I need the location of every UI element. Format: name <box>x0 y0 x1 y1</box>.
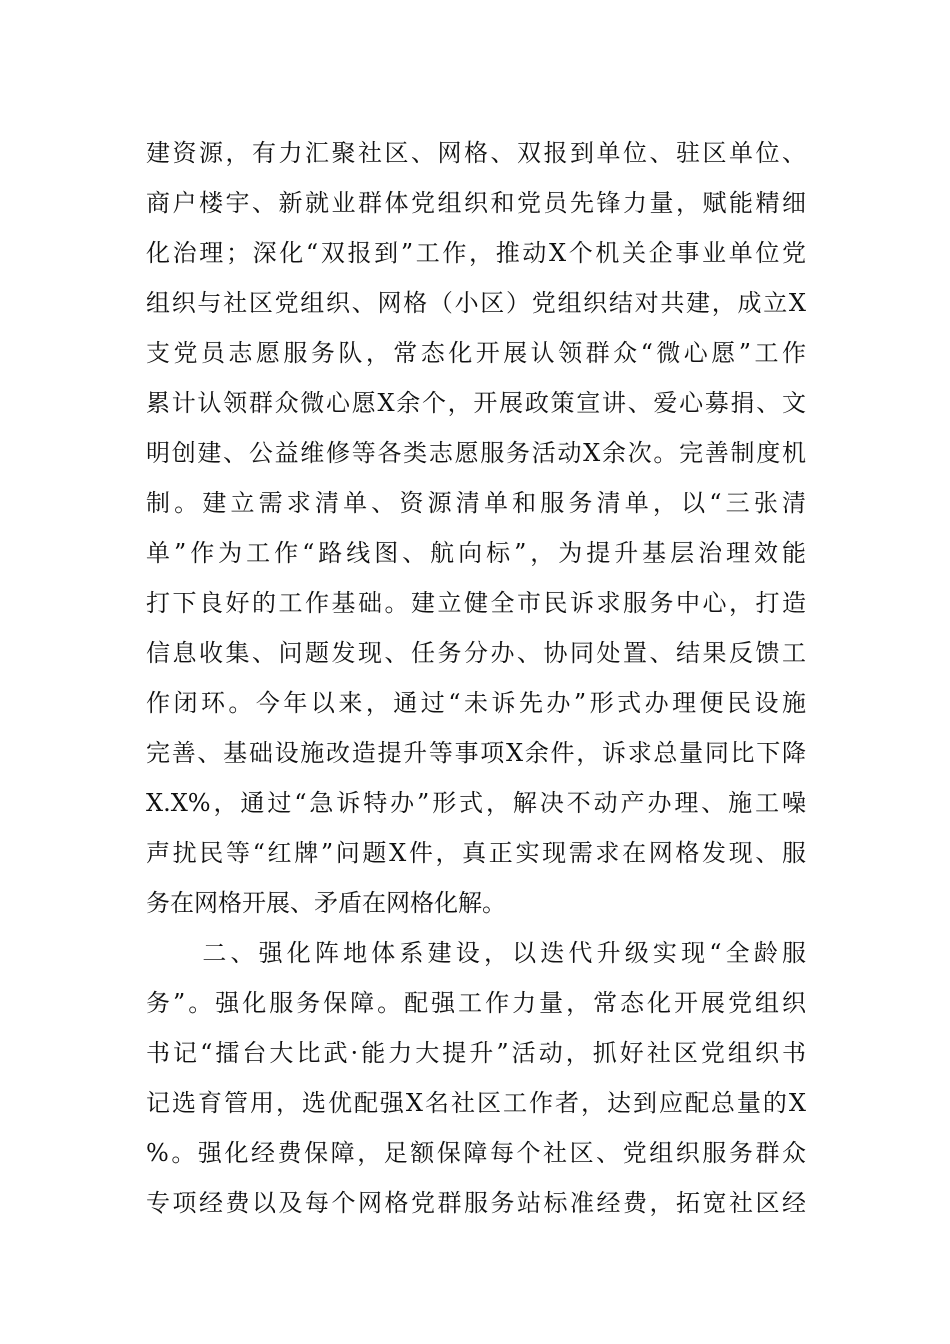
text-line: 建资源，有力汇聚社区、网格、双报到单位、驻区单位、 <box>146 139 806 167</box>
text-line: 书记“擂台大比武·能力大提升”活动，抓好社区党组织书 <box>146 1039 806 1067</box>
text-line: 明创建、公益维修等各类志愿服务活动X余次。完善制度机 <box>146 439 806 467</box>
text-line: 制。建立需求清单、资源清单和服务清单，以“三张清 <box>146 489 806 517</box>
text-line: 作闭环。今年以来，通过“未诉先办”形式办理便民设施 <box>146 689 806 717</box>
text-line: 声扰民等“红牌”问题X件，真正实现需求在网格发现、服 <box>146 839 806 867</box>
text-line: 累计认领群众微心愿X余个，开展政策宣讲、爱心募捐、文 <box>146 389 806 417</box>
document-body <box>146 128 806 1228</box>
text-line: X.X%，通过“急诉特办”形式，解决不动产办理、施工噪 <box>146 789 806 817</box>
text-line: 务”。强化服务保障。配强工作力量，常态化开展党组织 <box>146 989 806 1017</box>
text-line: 信息收集、问题发现、任务分办、协同处置、结果反馈工 <box>146 639 806 667</box>
text-line: 单”作为工作“路线图、航向标”，为提升基层治理效能 <box>146 539 806 567</box>
text-line: 记选育管用，选优配强X名社区工作者，达到应配总量的X <box>146 1089 806 1117</box>
section-heading-line: 二、强化阵地体系建设，以迭代升级实现“全龄服 <box>146 939 806 967</box>
text-line: 化治理；深化“双报到”工作，推动X个机关企事业单位党 <box>146 239 806 267</box>
text-line: 专项经费以及每个网格党群服务站标准经费，拓宽社区经 <box>146 1189 806 1217</box>
text-line: 组织与社区党组织、网格（小区）党组织结对共建，成立X <box>146 289 806 317</box>
paragraph-end-line: 务在网格开展、矛盾在网格化解。 <box>146 889 506 917</box>
text-line: 完善、基础设施改造提升等事项X余件，诉求总量同比下降 <box>146 739 806 767</box>
text-line: 打下良好的工作基础。建立健全市民诉求服务中心，打造 <box>146 589 806 617</box>
text-line: 支党员志愿服务队，常态化开展认领群众“微心愿”工作 <box>146 339 806 367</box>
text-line: 商户楼宇、新就业群体党组织和党员先锋力量，赋能精细 <box>146 189 806 217</box>
text-line: %。强化经费保障，足额保障每个社区、党组织服务群众 <box>146 1139 806 1167</box>
